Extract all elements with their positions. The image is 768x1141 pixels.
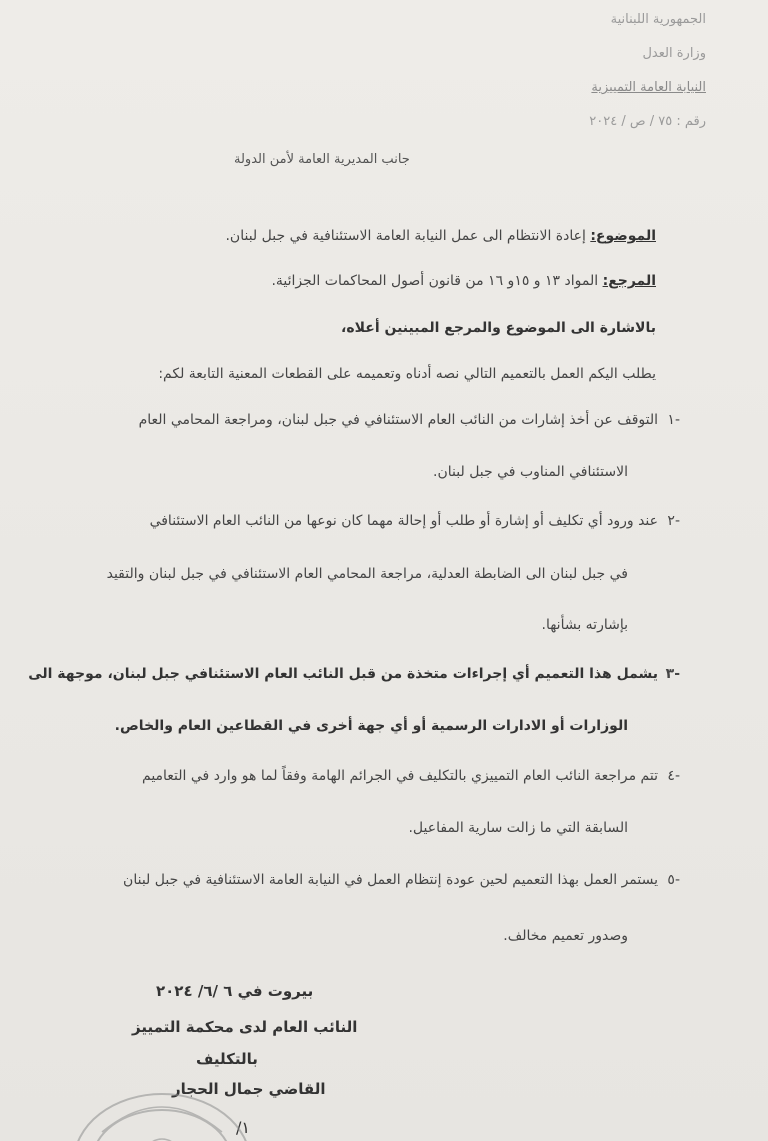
subject-label: الموضوع: [590,228,656,244]
ministry-header: وزارة العدل [642,46,706,61]
subject-line [225,228,656,244]
signature-mandate: بالتكليف [196,1050,258,1068]
item-line: التوقف عن أخذ إشارات من النائب العام الاستئنافي في جبل لبنان، ومراجعة المحامي العام [138,412,658,428]
request-line: يطلب اليكم العمل بالتعميم التالي نصه أدناه وتعميمه على القطعات المعنية التابعة لكم: [158,366,656,382]
reference-number-label: رقم : [676,114,706,129]
intro-line: بالاشارة الى الموضوع والمرجع المبينين أعلاه، [341,320,656,336]
item-line: عند ورود أي تكليف أو إشارة أو طلب أو إحالة مهما كان نوعها من النائب العام الاستئنافي [149,513,658,529]
reference-label: المرجع: [602,273,656,289]
signature-initial: /١ [236,1118,250,1137]
item-line: وصدور تعميم مخالف. [503,928,628,944]
reference-number-value: ٧٥ / ص / ٢٠٢٤ [589,114,673,129]
signature-title: النائب العام لدى محكمة التمييز [132,1018,358,1036]
signature-place-date: بيروت في ٦ /٦/ ٢٠٢٤ [156,982,314,1000]
official-stamp-icon [62,1062,262,1141]
item-line: الاستئنافي المناوب في جبل لبنان. [433,464,628,480]
item-line: السابقة التي ما زالت سارية المفاعيل. [408,820,628,836]
item-line: بإشارته بشأنها. [541,617,628,633]
subject-text: إعادة الانتظام الى عمل النيابة العامة الاستئنافية في جبل لبنان. [225,228,586,244]
item-number: ٤- [667,768,680,784]
item-line: في جبل لبنان الى الضابطة العدلية، مراجعة المحامي العام الاستئنافي في جبل لبنان والتقيد [106,566,628,582]
item-line: الوزارات أو الادارات الرسمية أو أي جهة أخرى في القطاعين العام والخاص. [114,718,628,734]
republic-header: الجمهورية اللبنانية [610,12,706,27]
item-line: تتم مراجعة النائب العام التمييزي بالتكليف في الجرائم الهامة وفقاً لما هو وارد في التعاميم [142,768,658,784]
item-line: يستمر العمل بهذا التعميم لحين عودة إنتظام العمل في النيابة العامة الاستئنافية في جبل لبنان [123,872,658,888]
item-number: ٢- [667,513,680,529]
reference-number [589,114,706,129]
reference-text: المواد ١٣ و ١٥و ١٦ من قانون أصول المحاكمات الجزائية. [271,273,599,289]
reference-line [271,273,656,289]
item-number: ٥- [667,872,680,888]
signature-name: القاضي جمال الحجار [172,1080,326,1098]
item-line: يشمل هذا التعميم أي إجراءات متخذة من قبل النائب العام الاستئنافي جبل لبنان، موجهة الى [28,666,658,682]
office-header: النيابة العامة التمييزية [591,80,706,95]
item-number: ١- [667,412,680,428]
item-number: ٣- [665,666,680,682]
addressee: جانب المديرية العامة لأمن الدولة [234,152,410,167]
